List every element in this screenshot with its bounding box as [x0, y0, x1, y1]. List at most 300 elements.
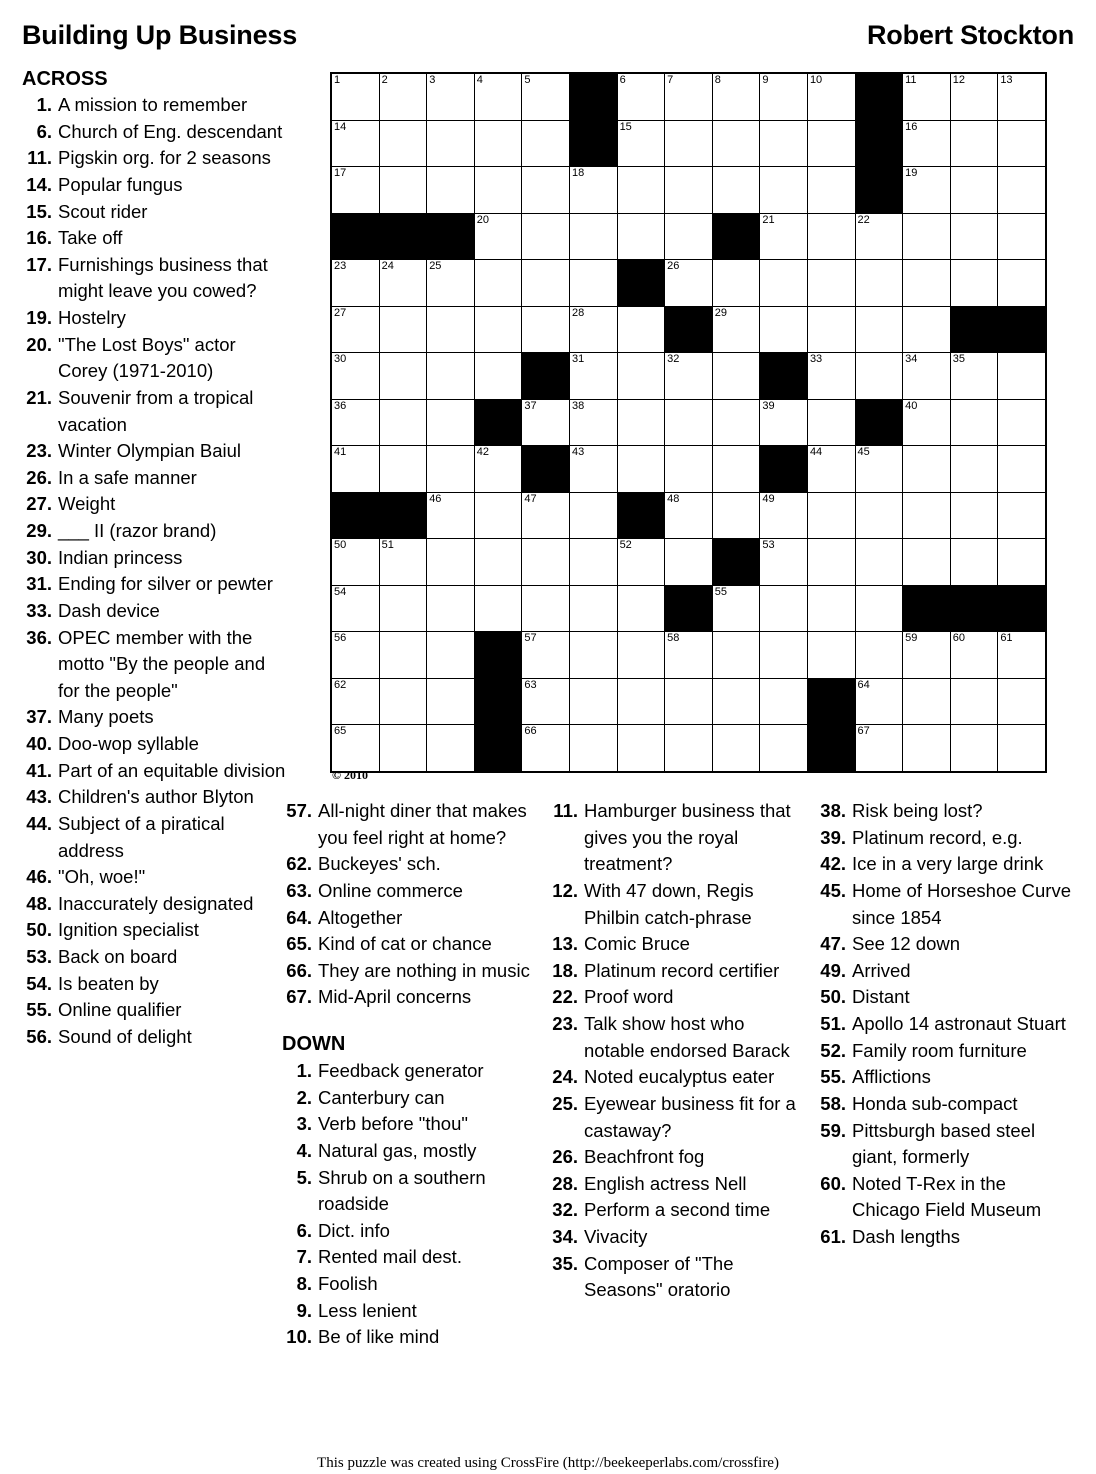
grid-cell[interactable]: [807, 632, 855, 679]
grid-block-cell: [950, 585, 998, 632]
grid-cell[interactable]: [903, 306, 951, 353]
grid-cell[interactable]: [712, 632, 760, 679]
grid-cell[interactable]: [427, 353, 475, 400]
grid-cell[interactable]: [379, 632, 427, 679]
grid-cell[interactable]: [427, 446, 475, 493]
across-clue: [22, 252, 290, 305]
grid-cell[interactable]: [903, 399, 951, 446]
grid-cell[interactable]: [665, 399, 713, 446]
grid-cell[interactable]: [379, 539, 427, 586]
grid-cell[interactable]: [617, 73, 665, 120]
grid-cell[interactable]: [474, 167, 522, 214]
grid-cell[interactable]: [569, 539, 617, 586]
clue-text: Dash lengths: [852, 1226, 960, 1247]
grid-cell[interactable]: [331, 539, 379, 586]
down-clue: [548, 798, 810, 878]
grid-cell[interactable]: [903, 120, 951, 167]
grid-cell[interactable]: [379, 678, 427, 725]
grid-cell[interactable]: [950, 399, 998, 446]
grid-cell[interactable]: [903, 492, 951, 539]
grid-cell[interactable]: [569, 585, 617, 632]
clue-text: Kind of cat or chance: [318, 933, 492, 955]
grid-cell[interactable]: [998, 446, 1046, 493]
grid-cell[interactable]: [331, 260, 379, 307]
clue-column-4: [816, 798, 1078, 1251]
grid-cell[interactable]: [950, 539, 998, 586]
clue-number: 27.: [26, 493, 52, 515]
grid-cell[interactable]: [569, 632, 617, 679]
grid-block-cell: [522, 353, 570, 400]
grid-cell[interactable]: [950, 492, 998, 539]
clue-text: Risk being lost?: [852, 800, 983, 821]
grid-cell[interactable]: [617, 585, 665, 632]
grid-block-cell: [474, 399, 522, 446]
grid-cell[interactable]: [665, 353, 713, 400]
grid-block-cell: [855, 73, 903, 120]
grid-cell[interactable]: [522, 585, 570, 632]
grid-cell[interactable]: [760, 399, 808, 446]
down-clue: [816, 1038, 1078, 1065]
grid-block-cell: [474, 632, 522, 679]
grid-cell[interactable]: [855, 725, 903, 772]
grid-cell[interactable]: [998, 725, 1046, 772]
grid-cell[interactable]: [998, 539, 1046, 586]
grid-cell[interactable]: [617, 446, 665, 493]
grid-cell[interactable]: [474, 446, 522, 493]
grid-cell-number: 9: [762, 74, 769, 86]
grid-cell[interactable]: [331, 353, 379, 400]
across-clue: [282, 958, 542, 985]
grid-cell[interactable]: [427, 632, 475, 679]
grid-cell[interactable]: [569, 446, 617, 493]
across-clue: [22, 811, 290, 864]
grid-cell-number: 25: [429, 260, 442, 272]
clue-number: 29.: [26, 520, 52, 541]
clue-text: Noted eucalyptus eater: [584, 1066, 775, 1088]
grid-cell[interactable]: [617, 213, 665, 260]
grid-block-cell: [950, 306, 998, 353]
grid-cell-number: 8: [714, 74, 721, 86]
grid-cell[interactable]: [665, 539, 713, 586]
grid-cell[interactable]: [379, 167, 427, 214]
clue-number: 11.: [553, 800, 578, 821]
grid-cell[interactable]: [760, 585, 808, 632]
grid-row: [331, 399, 1046, 446]
grid-cell[interactable]: [855, 353, 903, 400]
grid-cell[interactable]: [807, 73, 855, 120]
grid-cell-number: 48: [667, 492, 680, 505]
across-clue: [282, 905, 542, 932]
grid-cell[interactable]: [427, 167, 475, 214]
grid-row: [331, 260, 1046, 307]
grid-cell[interactable]: [522, 213, 570, 260]
clue-number: 66.: [286, 959, 312, 981]
grid-cell[interactable]: [998, 492, 1046, 539]
grid-cell[interactable]: [807, 492, 855, 539]
clue-number: 15.: [26, 200, 52, 222]
grid-cell[interactable]: [474, 539, 522, 586]
grid-cell[interactable]: [712, 120, 760, 167]
grid-cell[interactable]: [665, 73, 713, 120]
grid-cell-number: 57: [524, 632, 537, 644]
grid-row: [331, 678, 1046, 725]
grid-cell[interactable]: [427, 260, 475, 307]
grid-cell[interactable]: [950, 213, 998, 260]
grid-cell[interactable]: [474, 306, 522, 353]
grid-cell-number: 38: [571, 399, 585, 412]
grid-cell[interactable]: [712, 260, 760, 307]
grid-cell[interactable]: [427, 73, 475, 120]
grid-cell[interactable]: [522, 120, 570, 167]
clue-column-2: [282, 798, 542, 1351]
grid-cell-number: 42: [476, 446, 490, 458]
grid-cell[interactable]: [950, 120, 998, 167]
across-clue: [282, 851, 542, 878]
down-clue: [548, 984, 810, 1011]
grid-cell[interactable]: [379, 120, 427, 167]
clue-text: Hostelry: [58, 307, 126, 328]
grid-cell[interactable]: [807, 539, 855, 586]
grid-cell[interactable]: [950, 167, 998, 214]
down-clue: [282, 1298, 542, 1325]
clue-text: Pigskin org. for 2 seasons: [58, 147, 271, 169]
clue-text: With 47 down, Regis Philbin catch-phrase: [584, 879, 754, 928]
grid-row: [331, 353, 1046, 400]
grid-cell[interactable]: [379, 725, 427, 772]
across-clue: [22, 758, 290, 785]
grid-cell[interactable]: [427, 399, 475, 446]
grid-cell[interactable]: [617, 120, 665, 167]
grid-cell[interactable]: [569, 260, 617, 307]
grid-cell[interactable]: [474, 585, 522, 632]
grid-cell[interactable]: [427, 306, 475, 353]
clue-text: Sound of delight: [58, 1025, 192, 1047]
grid-cell[interactable]: [903, 353, 951, 400]
grid-cell[interactable]: [379, 353, 427, 400]
grid-cell[interactable]: [712, 446, 760, 493]
grid-cell[interactable]: [950, 73, 998, 120]
down-clue-list-column-3: [548, 798, 810, 1304]
grid-cell[interactable]: [427, 539, 475, 586]
grid-cell[interactable]: [617, 306, 665, 353]
grid-cell[interactable]: [569, 725, 617, 772]
clue-text: Natural gas, mostly: [318, 1139, 477, 1161]
grid-cell[interactable]: [474, 73, 522, 120]
down-clue: [282, 1324, 542, 1351]
grid-cell[interactable]: [807, 260, 855, 307]
grid-cell[interactable]: [760, 260, 808, 307]
grid-cell[interactable]: [331, 632, 379, 679]
grid-cell[interactable]: [474, 260, 522, 307]
grid-cell[interactable]: [331, 446, 379, 493]
grid-cell[interactable]: [760, 120, 808, 167]
grid-cell[interactable]: [807, 120, 855, 167]
grid-cell[interactable]: [760, 678, 808, 725]
grid-cell[interactable]: [950, 353, 998, 400]
grid-cell[interactable]: [569, 167, 617, 214]
down-clue: [548, 1251, 810, 1304]
across-clue: [22, 545, 290, 572]
grid-cell[interactable]: [331, 725, 379, 772]
grid-row: [331, 120, 1046, 167]
grid-cell[interactable]: [617, 399, 665, 446]
grid-cell[interactable]: [855, 632, 903, 679]
clue-number: 19.: [26, 307, 52, 328]
clue-number: 6.: [36, 120, 52, 142]
grid-cell[interactable]: [712, 678, 760, 725]
grid-cell[interactable]: [331, 120, 379, 167]
grid-cell-number: 59: [905, 632, 918, 644]
grid-cell[interactable]: [760, 632, 808, 679]
grid-cell-number: 28: [571, 306, 585, 319]
down-clue: [816, 851, 1078, 878]
grid-cell[interactable]: [855, 539, 903, 586]
grid-cell[interactable]: [331, 678, 379, 725]
grid-cell[interactable]: [427, 678, 475, 725]
grid-block-cell: [855, 399, 903, 446]
grid-cell[interactable]: [903, 73, 951, 120]
grid-cell[interactable]: [855, 260, 903, 307]
grid-cell[interactable]: [712, 306, 760, 353]
grid-row: [331, 585, 1046, 632]
clue-text: They are nothing in music: [318, 959, 530, 981]
grid-cell-number: 16: [905, 120, 918, 133]
grid-cell[interactable]: [427, 725, 475, 772]
grid-cell[interactable]: [427, 492, 475, 539]
grid-cell[interactable]: [903, 213, 951, 260]
clue-text: Proof word: [584, 986, 674, 1008]
clue-number: 64.: [286, 906, 312, 928]
grid-cell[interactable]: [522, 306, 570, 353]
grid-cell-number: 29: [714, 306, 727, 319]
grid-cell[interactable]: [617, 353, 665, 400]
grid-cell[interactable]: [522, 492, 570, 539]
grid-cell[interactable]: [474, 120, 522, 167]
clue-number: 14.: [26, 173, 52, 195]
grid-cell-number: 43: [571, 446, 585, 458]
grid-cell[interactable]: [712, 725, 760, 772]
grid-cell[interactable]: [903, 446, 951, 493]
across-clue: [22, 1024, 290, 1051]
clue-number: 37.: [26, 706, 52, 728]
grid-cell[interactable]: [712, 585, 760, 632]
grid-cell[interactable]: [474, 492, 522, 539]
grid-cell[interactable]: [665, 492, 713, 539]
grid-cell[interactable]: [569, 678, 617, 725]
grid-cell[interactable]: [760, 539, 808, 586]
grid-cell[interactable]: [903, 725, 951, 772]
clue-number: 35.: [552, 1252, 578, 1274]
grid-cell[interactable]: [331, 585, 379, 632]
clue-text: Arrived: [852, 959, 911, 981]
clue-number: 49.: [820, 959, 846, 981]
grid-cell[interactable]: [998, 73, 1046, 120]
grid-cell[interactable]: [903, 260, 951, 307]
grid-cell[interactable]: [950, 260, 998, 307]
clue-number: 9.: [296, 1299, 312, 1321]
grid-cell[interactable]: [903, 167, 951, 214]
grid-cell[interactable]: [569, 213, 617, 260]
grid-cell-number: 55: [714, 585, 727, 598]
grid-cell[interactable]: [998, 120, 1046, 167]
grid-cell[interactable]: [379, 260, 427, 307]
grid-cell[interactable]: [807, 399, 855, 446]
grid-cell[interactable]: [807, 446, 855, 493]
grid-cell[interactable]: [331, 73, 379, 120]
clue-text: Online commerce: [318, 879, 463, 901]
grid-cell[interactable]: [903, 678, 951, 725]
grid-cell[interactable]: [665, 446, 713, 493]
grid-cell[interactable]: [950, 678, 998, 725]
clue-text: Ice in a very large drink: [852, 853, 1044, 875]
across-clue: [22, 199, 290, 226]
crossword-grid[interactable]: [330, 72, 1047, 773]
grid-cell[interactable]: [998, 213, 1046, 260]
grid-cell[interactable]: [427, 585, 475, 632]
grid-cell-number: 44: [809, 446, 823, 458]
clue-number: 13.: [552, 933, 578, 955]
clue-text: Family room furniture: [852, 1039, 1027, 1061]
clue-text: Is beaten by: [58, 972, 159, 994]
grid-cell[interactable]: [331, 306, 379, 353]
down-clue: [816, 1064, 1078, 1091]
grid-block-cell: [998, 585, 1046, 632]
grid-cell[interactable]: [379, 73, 427, 120]
grid-cell[interactable]: [950, 446, 998, 493]
clue-number: 2.: [296, 1086, 312, 1108]
clue-number: 28.: [552, 1172, 578, 1194]
grid-cell[interactable]: [569, 306, 617, 353]
grid-cell[interactable]: [331, 167, 379, 214]
grid-cell[interactable]: [522, 167, 570, 214]
grid-cell[interactable]: [855, 213, 903, 260]
grid-cell[interactable]: [950, 632, 998, 679]
grid-cell[interactable]: [712, 492, 760, 539]
grid-cell-number: 33: [809, 353, 823, 365]
grid-cell[interactable]: [760, 213, 808, 260]
grid-cell[interactable]: [474, 213, 522, 260]
grid-cell[interactable]: [855, 306, 903, 353]
grid-cell[interactable]: [569, 492, 617, 539]
grid-cell[interactable]: [617, 725, 665, 772]
grid-cell-number: 12: [952, 74, 965, 86]
grid-cell[interactable]: [617, 678, 665, 725]
grid-cell[interactable]: [950, 725, 998, 772]
grid-cell[interactable]: [665, 725, 713, 772]
down-clue: [816, 1171, 1078, 1224]
grid-cell[interactable]: [522, 73, 570, 120]
grid-cell[interactable]: [474, 353, 522, 400]
grid-cell[interactable]: [617, 167, 665, 214]
grid-cell[interactable]: [998, 260, 1046, 307]
grid-cell[interactable]: [760, 306, 808, 353]
grid-cell-number: 60: [952, 632, 965, 644]
clue-number: 17.: [26, 253, 52, 275]
grid-cell[interactable]: [379, 585, 427, 632]
clue-number: 30.: [26, 546, 52, 568]
grid-cell[interactable]: [712, 399, 760, 446]
grid-cell[interactable]: [379, 446, 427, 493]
clue-number: 55.: [820, 1066, 846, 1088]
grid-cell[interactable]: [522, 539, 570, 586]
grid-cell-number: 6: [619, 74, 626, 86]
grid-cell[interactable]: [522, 632, 570, 679]
across-clue: [22, 518, 290, 545]
grid-cell[interactable]: [665, 213, 713, 260]
clue-text: Beachfront fog: [584, 1146, 705, 1168]
grid-cell[interactable]: [617, 632, 665, 679]
grid-cell[interactable]: [760, 492, 808, 539]
clue-number: 1.: [36, 94, 52, 115]
grid-cell[interactable]: [379, 306, 427, 353]
grid-cell[interactable]: [855, 585, 903, 632]
down-clue: [548, 1011, 810, 1064]
grid-cell-number: 11: [905, 74, 917, 86]
grid-block-cell: [855, 167, 903, 214]
grid-cell[interactable]: [998, 632, 1046, 679]
grid-cell[interactable]: [665, 120, 713, 167]
grid-cell[interactable]: [760, 725, 808, 772]
clue-number: 12.: [552, 879, 578, 901]
clue-number: 57.: [286, 800, 312, 821]
grid-cell-number: 45: [857, 446, 870, 458]
grid-cell[interactable]: [807, 167, 855, 214]
grid-cell-number: 22: [857, 213, 870, 226]
grid-cell[interactable]: [522, 260, 570, 307]
grid-cell[interactable]: [665, 260, 713, 307]
grid-cell[interactable]: [998, 353, 1046, 400]
grid-table[interactable]: [330, 72, 1047, 773]
grid-cell[interactable]: [522, 678, 570, 725]
grid-cell[interactable]: [665, 678, 713, 725]
grid-cell[interactable]: [379, 399, 427, 446]
grid-cell[interactable]: [760, 167, 808, 214]
grid-cell[interactable]: [569, 399, 617, 446]
clue-number: 53.: [26, 946, 52, 967]
grid-cell[interactable]: [855, 678, 903, 725]
grid-cell[interactable]: [855, 492, 903, 539]
grid-cell[interactable]: [998, 399, 1046, 446]
clue-text: Home of Horseshoe Curve since 1854: [852, 879, 1072, 928]
grid-cell[interactable]: [569, 353, 617, 400]
grid-cell[interactable]: [427, 120, 475, 167]
grid-cell[interactable]: [903, 539, 951, 586]
grid-cell[interactable]: [998, 167, 1046, 214]
grid-cell[interactable]: [617, 539, 665, 586]
grid-cell[interactable]: [807, 353, 855, 400]
clue-number: 45.: [820, 879, 846, 901]
grid-cell[interactable]: [665, 167, 713, 214]
grid-cell[interactable]: [712, 73, 760, 120]
grid-cell[interactable]: [807, 306, 855, 353]
grid-cell[interactable]: [807, 213, 855, 260]
grid-cell[interactable]: [807, 585, 855, 632]
grid-cell[interactable]: [712, 353, 760, 400]
grid-cell[interactable]: [855, 446, 903, 493]
clue-number: 48.: [26, 892, 52, 914]
grid-cell[interactable]: [665, 632, 713, 679]
across-clue: [22, 571, 290, 598]
grid-cell[interactable]: [760, 73, 808, 120]
grid-cell[interactable]: [712, 167, 760, 214]
grid-cell[interactable]: [998, 678, 1046, 725]
grid-cell[interactable]: [522, 399, 570, 446]
grid-cell[interactable]: [331, 399, 379, 446]
grid-cell[interactable]: [903, 632, 951, 679]
clue-text: Composer of "The Seasons" oratorio: [584, 1252, 734, 1301]
grid-row: [331, 539, 1046, 586]
grid-cell[interactable]: [522, 725, 570, 772]
